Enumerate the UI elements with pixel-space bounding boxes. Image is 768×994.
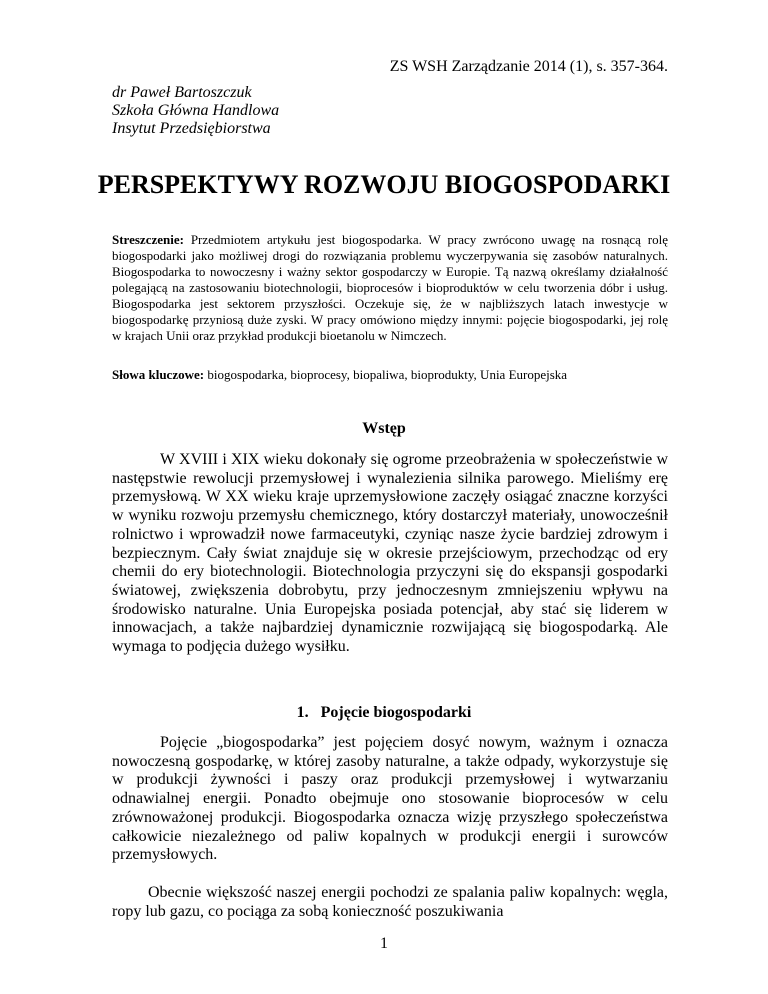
section-heading-1: 1. Pojęcie biogospodarki: [296, 704, 472, 721]
abstract: [112, 232, 668, 344]
keywords-text: biogospodarka, bioprocesy, biopaliwa, bioprodukty, Unia Europejska: [204, 367, 568, 382]
section1-paragraph-2: Obecnie większość naszej energii pochodzi ze spalania paliw kopalnych: węgla, ropy lub gazu, co pociąga za sobą konieczność poszukiwania: [112, 884, 668, 920]
keywords-label: Słowa kluczowe:: [112, 367, 205, 382]
section1-paragraph-1: Pojęcie „biogospodarka” jest pojęciem dosyć nowym, ważnym i oznacza nowoczesną gospodarkę, w której zasoby naturalne, a także odpady, wykorzystuje się w produkcji żywności i paszy oraz produkcji przemysłowej i wytwarzaniu odnawialnej energii. Ponadto obejmuje ono stosowanie bioprocesów w celu zrównoważonej produkcji. Biogospodarka oznacza wizję przyszłego społeczeństwa całkowicie niezależnego od paliw kopalnych w produkcji energii i surowców przemysłowych.: [112, 734, 668, 864]
intro-paragraph: W XVIII i XIX wieku dokonały się ogrome przeobrażenia w społeczeństwie w następstwie rewolucji przemysłowej i wynalezienia silnika parowego. Mieliśmy erę przemysłową. W XX wieku kraje uprzemysłowione zaczęły osiągać znaczne korzyści w wyniku rozwoju przemysłu chemicznego, który dostarczył materiały, unowocześnił rolnictwo i wprowadził nowe farmaceutyki, czyniąc nasze życie bardziej zdrowym i bezpiecznym. Cały świat znajduje się w okresie przejściowym, przechodząc od ery chemii do ery biotechnologii. Biotechnologia przyczyni się do ekspansji gospodarki światowej, zwiększenia dobrobytu, przy jednoczesnym zmniejszeniu wpływu na środowisko naturalne. Unia Europejska posiada potencjał, aby stać się liderem w innowacjach, a także najbardziej dynamicznie rozwijającą się biogospodarką. Ale wymaga to podjęcia dużego wysiłku.: [112, 451, 668, 656]
section-heading-intro: Wstęp: [362, 420, 406, 437]
author-name: dr Paweł Bartoszczuk: [112, 84, 252, 101]
page-number: 1: [380, 935, 388, 952]
article-title: PERSPEKTYWY ROZWOJU BIOGOSPODARKI: [97, 170, 671, 199]
author-block: [112, 84, 279, 138]
keywords: [112, 367, 668, 383]
author-institution: Szkoła Główna Handlowa: [112, 102, 280, 119]
abstract-text: Przedmiotem artykułu jest biogospodarka. W pracy zwrócono uwagę na rosnącą rolę biogospodarki jako możliwej drogi do rozwiązania problemu wyczerpywania się zasobów naturalnych. Biogospodarka to nowoczesny i ważny sektor gospodarczy w Europie. Tą nazwą określamy działalność polegającą na zastosowaniu biotechnologii, bioprocesów i bioproduktów w celu tworzenia dóbr i usług. Biogospodarka jest sektorem przyszłości. Oczekuje się, że w najbliższych latach inwestycje w biogospodarkę przyniosą duże zyski. W pracy omówiono między innymi: pojęcie biogospodarki, jej rolę w krajach Unii oraz przykład produkcji bioetanolu w Nimczech.: [112, 232, 668, 343]
abstract-label: Streszczenie:: [112, 232, 184, 247]
author-department: Insytut Przedsiębiorstwa: [112, 120, 271, 137]
journal-citation: ZS WSH Zarządzanie 2014 (1), s. 357-364.: [389, 58, 668, 75]
